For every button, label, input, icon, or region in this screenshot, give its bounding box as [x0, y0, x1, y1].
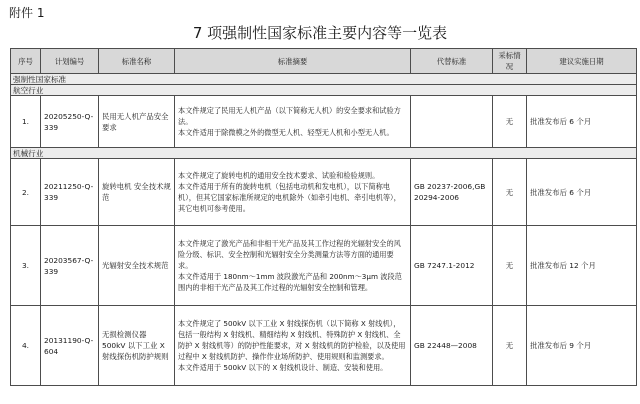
header-adoption: 采标情况 [493, 49, 527, 74]
category-label: 强制性国家标准 [11, 74, 637, 85]
row-plan-number: 20131190-Q-604 [41, 306, 99, 386]
row-implementation-date: 批准发布后 12 个月 [527, 226, 637, 306]
industry-label-aviation: 航空行业 [11, 85, 637, 96]
row-summary: 本文件规定了激光产品和非相干光产品及其工作过程的光辐射安全的风险分级、标识、安全控制和光辐射安全分类测量方法等方面的通用要求。 本文件适用于 180nm～1mm 波段激光产品和 200nm～3μm 波段范围内的非相干光产品及其工作过程的光辐射安全控制和管理。 [175, 226, 411, 306]
row-replaced-standard [411, 96, 493, 148]
header-plan-number: 计划编号 [41, 49, 99, 74]
row-adoption: 无 [493, 306, 527, 386]
row-adoption: 无 [493, 96, 527, 148]
row-plan-number: 20205250-Q-339 [41, 96, 99, 148]
header-implementation-date: 建议实施日期 [527, 49, 637, 74]
industry-row-aviation [11, 85, 637, 96]
header-index: 序号 [11, 49, 41, 74]
row-summary: 本文件规定了 500kV 以下工业 X 射线探伤机（以下简称 X 射线机），包括一般结构 X 射线机、精细结构 X 射线机、特殊防护 X 射线机、全防护 X 射线机等）的防护性能要求，对 X 射线机的防护检验，以及使用过程中 X 射线机防护、操作作业场所防护、使用规则和监测要求。 本文件适用于 500kV 以下的 X 射线机设计、制造、安装和使用。 [175, 306, 411, 386]
attachment-label: 附件 1 [9, 6, 45, 20]
row-adoption: 无 [493, 226, 527, 306]
row-standard-name: 无损检测仪器 500kV 以下工业 X 射线探伤机防护规则 [99, 306, 175, 386]
table-row [11, 96, 637, 148]
table-row [11, 159, 637, 226]
table-row [11, 306, 637, 386]
row-index: 1. [11, 96, 41, 148]
row-summary: 本文件规定了旋转电机的通用安全技术要求、试验和检验规则。 本文件适用于所有的旋转电机（包括电动机和发电机），以下简称电机），但其它国家标准所规定的电机除外（如牵引电机、牵引电机等），其它电机可参考使用。 [175, 159, 411, 226]
row-index: 3. [11, 226, 41, 306]
row-standard-name: 民用无人机产品安全要求 [99, 96, 175, 148]
row-adoption: 无 [493, 159, 527, 226]
category-row [11, 74, 637, 85]
row-replaced-standard: GB 7247.1-2012 [411, 226, 493, 306]
table-header-row [11, 49, 637, 74]
row-replaced-standard: GB 20237-2006,GB 20294-2006 [411, 159, 493, 226]
row-index: 2. [11, 159, 41, 226]
row-implementation-date: 批准发布后 6 个月 [527, 159, 637, 226]
row-standard-name: 旋转电机 安全技术规范 [99, 159, 175, 226]
header-replaced-standard: 代替标准 [411, 49, 493, 74]
row-summary: 本文件规定了民用无人机产品（以下简称无人机）的安全要求和试验方法。 本文件适用于除微模之外的微型无人机、轻型无人机和小型无人机。 [175, 96, 411, 148]
row-implementation-date: 批准发布后 6 个月 [527, 96, 637, 148]
page-title: 7 项强制性国家标准主要内容等一览表 [192, 24, 448, 42]
header-standard-name: 标准名称 [99, 49, 175, 74]
row-standard-name: 光辐射安全技术规范 [99, 226, 175, 306]
row-replaced-standard: GB 22448—2008 [411, 306, 493, 386]
standards-table [10, 48, 637, 386]
row-plan-number: 20211250-Q-339 [41, 159, 99, 226]
header-summary: 标准摘要 [175, 49, 411, 74]
table-row [11, 226, 637, 306]
row-index: 4. [11, 306, 41, 386]
row-plan-number: 20203567-Q-339 [41, 226, 99, 306]
industry-label-machinery: 机械行业 [11, 148, 637, 159]
industry-row-machinery [11, 148, 637, 159]
row-implementation-date: 批准发布后 9 个月 [527, 306, 637, 386]
